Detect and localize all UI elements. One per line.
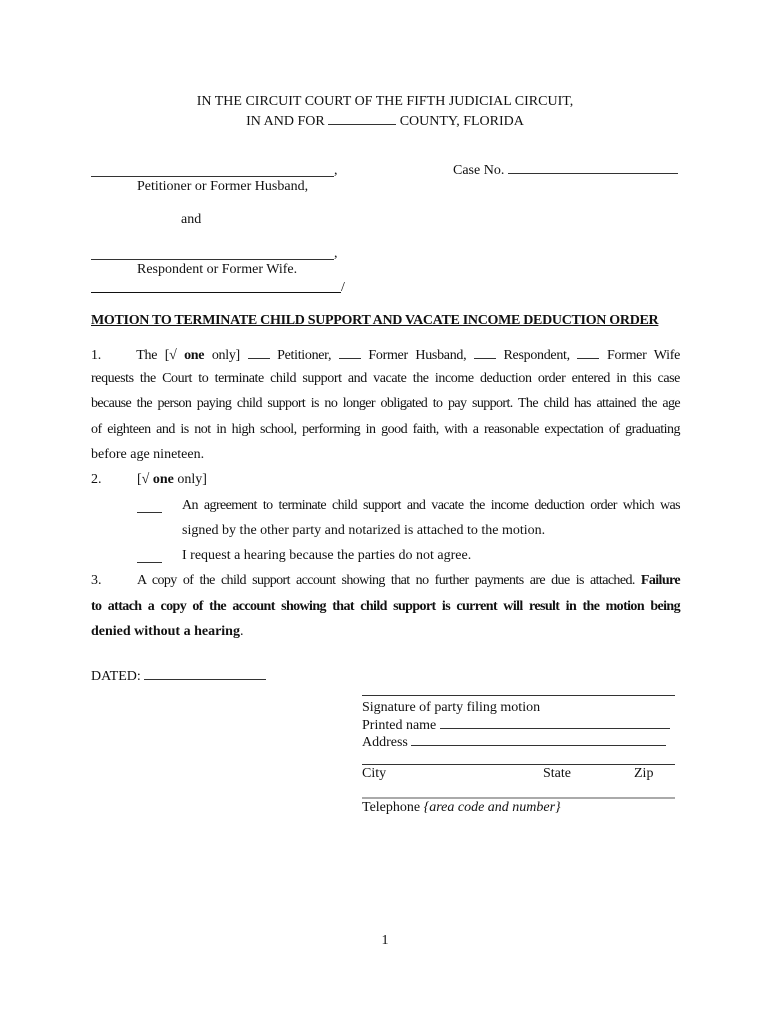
- text: Telephone: [362, 800, 421, 815]
- slash: /: [341, 280, 345, 295]
- court-heading-line2: [0, 112, 770, 130]
- text: only]: [177, 472, 207, 487]
- petitioner-checkbox-blank[interactable]: [248, 346, 270, 359]
- para2-instruction: [137, 472, 207, 488]
- dated-label: DATED:: [91, 669, 141, 684]
- former-husband-checkbox-blank[interactable]: [339, 346, 361, 359]
- respondent-checkbox-blank[interactable]: [474, 346, 496, 359]
- text: .: [239, 624, 244, 639]
- option-petitioner: Petitioner,: [277, 348, 332, 363]
- respondent-name-line[interactable]: [91, 259, 334, 260]
- and-label: and: [181, 212, 202, 227]
- text: [: [137, 472, 142, 487]
- respondent-label: Respondent or Former Wife.: [137, 262, 298, 277]
- agreement-option-line1: An agreement to terminate child support and vacate the income deduction order which was: [182, 498, 680, 513]
- county-florida-label: COUNTY, FLORIDA: [399, 114, 524, 129]
- comma: ,: [334, 246, 338, 261]
- former-wife-checkbox-blank[interactable]: [577, 346, 599, 359]
- city-state-zip-line[interactable]: [362, 764, 675, 765]
- text: only]: [211, 348, 240, 363]
- hearing-option-blank[interactable]: [137, 550, 162, 563]
- para1-line1: [91, 346, 680, 364]
- para3-line2: to attach a copy of the account showing that child support is current will result in the motion being: [91, 599, 680, 614]
- page-number: 1: [381, 933, 389, 948]
- option-former-wife: Former Wife: [607, 348, 681, 363]
- text: one: [152, 472, 174, 487]
- option-respondent: Respondent,: [503, 348, 570, 363]
- checkmark-icon: √: [141, 472, 150, 487]
- para3-line3: [91, 624, 243, 640]
- para2-number: 2.: [91, 472, 102, 487]
- hearing-option: I request a hearing because the parties do not agree.: [182, 548, 472, 563]
- checkmark-icon: √: [169, 348, 177, 363]
- para1-number: 1.: [91, 348, 101, 363]
- telephone-label: [362, 800, 561, 816]
- court-heading-line1: IN THE CIRCUIT COURT OF THE FIFTH JUDICIAL CIRCUIT,: [196, 94, 574, 109]
- motion-title: MOTION TO TERMINATE CHILD SUPPORT AND VACATE INCOME DEDUCTION ORDER: [91, 313, 659, 328]
- signature-label: Signature of party filing motion: [362, 700, 541, 715]
- text: denied without a hearing: [91, 624, 240, 639]
- signature-line[interactable]: [362, 695, 675, 696]
- caption-close-line: [91, 292, 341, 293]
- case-no-label: Case No.: [453, 163, 505, 178]
- text: The [: [136, 348, 170, 363]
- zip-label: Zip: [634, 766, 654, 781]
- text: one: [184, 348, 205, 363]
- telephone-line[interactable]: [362, 797, 675, 799]
- comma: ,: [334, 163, 338, 178]
- printed-name-blank[interactable]: [440, 716, 670, 729]
- para1-line5: before age nineteen.: [91, 447, 205, 462]
- address-field: [362, 733, 666, 751]
- para1-line4: of eighteen and is not in high school, performing in good faith, with a reasonable expectation of graduating: [91, 422, 680, 437]
- county-blank[interactable]: [328, 112, 396, 125]
- para3-line1: [137, 573, 680, 589]
- agreement-option-blank[interactable]: [137, 500, 162, 513]
- agreement-option-line2: signed by the other party and notarized is attached to the motion.: [182, 523, 546, 538]
- petitioner-name-line[interactable]: [91, 176, 334, 177]
- case-number-field: [453, 161, 678, 179]
- para3-number: 3.: [91, 573, 102, 588]
- state-label: State: [543, 766, 571, 781]
- in-and-for-label: IN AND FOR: [246, 114, 325, 129]
- city-label: City: [362, 766, 387, 781]
- para1-line3: because the person paying child support is no longer obligated to pay support. The child has attained the age: [91, 396, 680, 411]
- text: A copy of the child support account showing that no further payments are due is attached.: [137, 573, 635, 588]
- case-no-blank[interactable]: [508, 161, 678, 174]
- text: Failure: [640, 573, 680, 588]
- para1-line2: requests the Court to terminate child support and vacate the income deduction order entered in this case: [91, 371, 680, 386]
- telephone-hint: {area code and number}: [423, 800, 561, 815]
- printed-name-field: [362, 716, 670, 734]
- address-label: Address: [362, 735, 408, 750]
- address-blank[interactable]: [411, 733, 666, 746]
- dated-field: [91, 667, 266, 685]
- date-blank[interactable]: [144, 667, 266, 680]
- petitioner-label: Petitioner or Former Husband,: [137, 179, 309, 194]
- option-former-husband: Former Husband,: [368, 348, 467, 363]
- printed-name-label: Printed name: [362, 718, 437, 733]
